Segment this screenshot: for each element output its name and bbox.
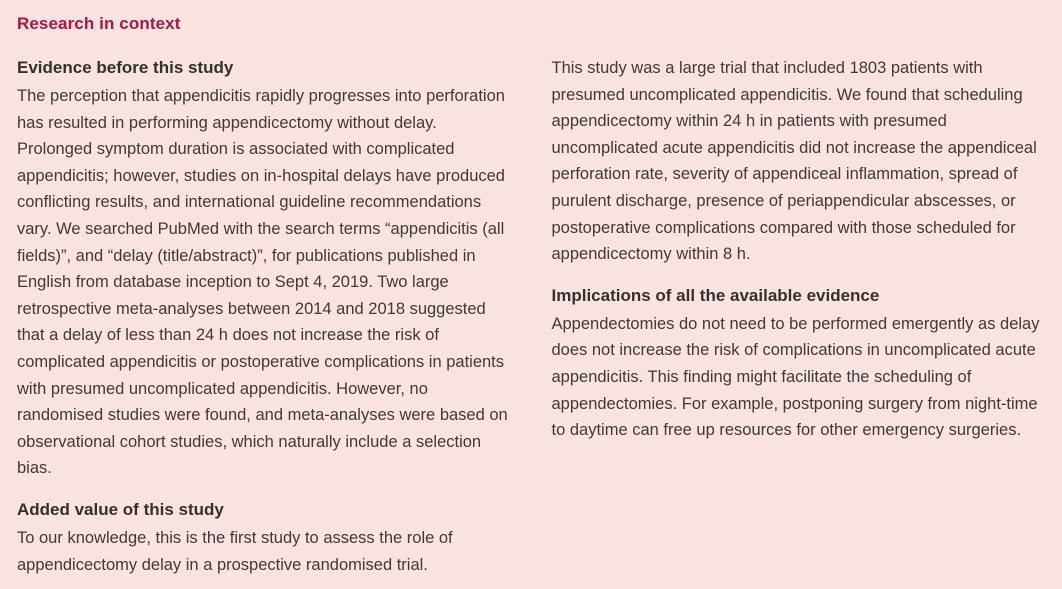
section-body: Appendectomies do not need to be performed emergently as delay does not increase the risk of complications in uncomplicated acute appendicitis. This finding might facilitate the scheduling of appendectomies. For example, postponing surgery from night-time to daytime can free up resources for other emergency surgeries.: [551, 314, 1040, 440]
panel-columns: [17, 55, 1044, 578]
section-added-value-continued: [552, 55, 1045, 268]
section-body: This study was a large trial that included 1803 patients with presumed uncomplicated appendicitis. We found that scheduling appendicectomy within 24 h in patients with presumed uncomplicated acute appendicitis did not increase the appendiceal perforation rate, severity of appendiceal inflammation, spread of purulent discharge, presence of periappendicular abscesses, or postoperative complications compared with those scheduled for appendicectomy within 8 h.: [551, 59, 1037, 264]
right-column: [552, 55, 1045, 578]
section-heading: Added value of this study: [17, 499, 224, 519]
section-implications: [552, 283, 1045, 444]
section-body: To our knowledge, this is the first study to assess the role of appendicectomy delay in a prospective randomised trial.: [17, 528, 453, 574]
section-evidence-before-this-study: [17, 55, 510, 482]
panel-title: Research in context: [17, 14, 181, 33]
section-heading: Implications of all the available evidence: [551, 285, 880, 305]
section-added-value: [17, 497, 510, 578]
section-heading: Evidence before this study: [17, 58, 234, 77]
left-column: [17, 55, 510, 578]
section-body: The perception that appendicitis rapidly progresses into perforation has resulted in performing appendicectomy without delay. Prolonged symptom duration is associated with complicated appendicitis; however, studies on in-hospital delays have produced conflicting results, and international guideline recommendations vary. We searched PubMed with the search terms “appendicitis (all fields)”, and “delay (title/abstract)”, for publications published in English from database inception to Sept 4, 2019. Two large retrospective meta-analyses between 2014 and 2018 suggested that a delay of less than 24 h does not increase the risk of complicated appendicitis or postoperative complications in patients with presumed uncomplicated appendicitis. However, no randomised studies were found, and meta-analyses were based on observational cohort studies, which naturally include a selection bias.: [17, 87, 508, 478]
